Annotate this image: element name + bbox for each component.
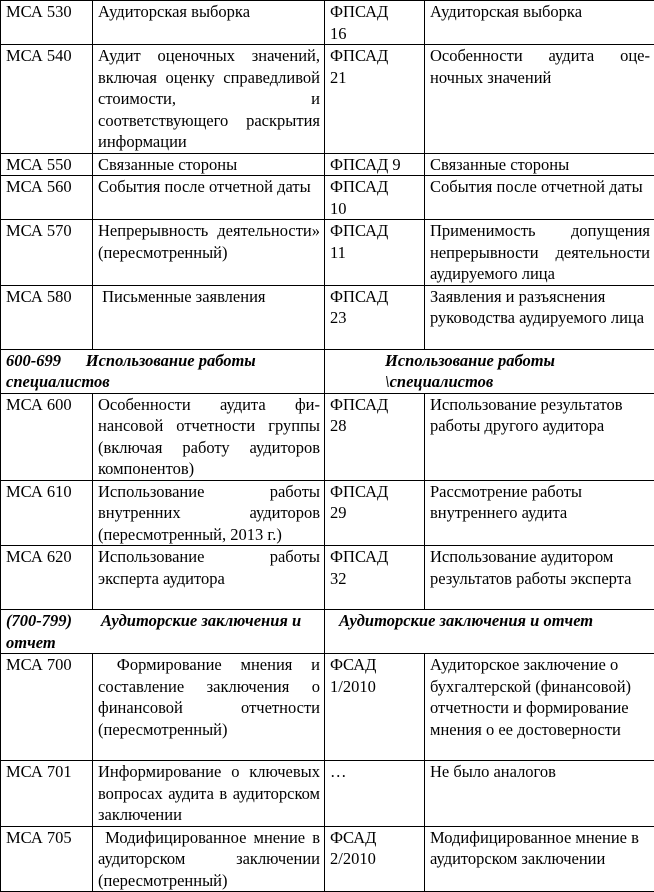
russian-code-text: ФПСАД 32 <box>330 546 390 589</box>
msa-title-cell: Письменные заявления <box>93 285 325 349</box>
russian-code-cell <box>325 220 425 286</box>
msa-code-cell: МСА 550 <box>1 153 93 176</box>
msa-code-cell: МСА 570 <box>1 220 93 286</box>
russian-title-cell: Использование результатов работы другого аудитора <box>425 393 654 480</box>
msa-title-cell: Связанные стороны <box>93 153 325 176</box>
russian-code-text: ФПСАД 28 <box>330 394 390 437</box>
russian-title-cell: События после отчетной даты <box>425 176 654 220</box>
section-title-left: (700-799) Аудиторские заключения и отчет <box>1 610 325 654</box>
table-row <box>1 1 654 45</box>
russian-code-cell <box>325 176 425 220</box>
section-title-left: 600-699 Использование работы специалистов <box>1 349 325 393</box>
russian-code-text: ФПСАД 10 <box>330 176 390 219</box>
russian-title-cell: Не было аналогов <box>425 761 654 827</box>
russian-code-cell <box>325 45 425 154</box>
russian-code-text: ФПСАД 21 <box>330 45 390 88</box>
msa-code-cell: МСА 620 <box>1 546 93 610</box>
russian-code-text: ФСАД 1/2010 <box>330 654 390 697</box>
table-row <box>1 176 654 220</box>
msa-title-cell: Модифицированное мнение в аудиторском заключении (пересмотренный) <box>93 826 325 892</box>
russian-code-cell <box>325 826 425 892</box>
msa-title-cell: Особенности аудита финансовой отчетности группы (включая работу аудиторов компонентов) <box>93 393 325 480</box>
russian-code-cell <box>325 393 425 480</box>
msa-title-cell: Аудит оценочных значений, включая оценку справедливой стоимости, и соответствующего раскрытия информации <box>93 45 325 154</box>
russian-code-text: ФПСАД 16 <box>330 1 390 44</box>
msa-title-cell: Информирование о ключевых вопросах аудита в аудиторском заключении <box>93 761 325 827</box>
russian-title-cell: Модифицированное мнение в аудиторском заключении <box>425 826 654 892</box>
msa-code-cell: МСА 610 <box>1 480 93 546</box>
russian-code-text: ФСАД 2/2010 <box>330 827 390 870</box>
russian-code-cell: ФПСАД 9 <box>325 153 425 176</box>
table-row <box>1 826 654 892</box>
russian-title-cell: Применимость допущения непрерывности деятельности аудируемого лица <box>425 220 654 286</box>
table-row <box>1 480 654 546</box>
russian-title-cell: Связанные стороны <box>425 153 654 176</box>
russian-code-cell: … <box>325 761 425 827</box>
russian-title-cell: Особенности аудита оценочных значений <box>425 45 654 154</box>
msa-title-cell: События после отчетной даты <box>93 176 325 220</box>
russian-title-cell: Заявления и разъяснения руководства аудируемого лица <box>425 285 654 349</box>
msa-title-cell: Использование работы эксперта аудитора <box>93 546 325 610</box>
table-row <box>1 761 654 827</box>
russian-code-cell <box>325 1 425 45</box>
msa-code-cell: МСА 600 <box>1 393 93 480</box>
msa-code-cell: МСА 560 <box>1 176 93 220</box>
msa-title-cell: Формирование мнения и составление заключения о финансовой отчетности (пересмотренный) <box>93 654 325 761</box>
table-row <box>1 45 654 154</box>
msa-title-cell: Непрерывность деятельности» (пересмотренный) <box>93 220 325 286</box>
russian-title-cell: Аудиторская выборка <box>425 1 654 45</box>
msa-code-cell: МСА 701 <box>1 761 93 827</box>
section-title-right: Аудиторские заключения и отчет <box>325 610 654 654</box>
table-row <box>1 393 654 480</box>
russian-code-text: ФПСАД 29 <box>330 481 390 524</box>
table-row <box>1 153 654 176</box>
section-row <box>1 349 654 393</box>
russian-title-cell: Использование аудитором результатов работы эксперта <box>425 546 654 610</box>
msa-title-cell: Аудиторская выборка <box>93 1 325 45</box>
msa-code-cell: МСА 700 <box>1 654 93 761</box>
russian-code-text: ФПСАД 11 <box>330 220 390 263</box>
msa-code-cell: МСА 580 <box>1 285 93 349</box>
section-title-right: Использование работы \специалистов <box>325 349 654 393</box>
russian-code-cell <box>325 546 425 610</box>
russian-code-text: ФПСАД 23 <box>330 286 390 329</box>
russian-title-cell: Рассмотрение работы внутреннего аудита <box>425 480 654 546</box>
table-row <box>1 285 654 349</box>
msa-code-cell: МСА 540 <box>1 45 93 154</box>
russian-code-cell <box>325 285 425 349</box>
section-row <box>1 610 654 654</box>
russian-code-cell <box>325 654 425 761</box>
russian-code-cell <box>325 480 425 546</box>
msa-code-cell: МСА 705 <box>1 826 93 892</box>
russian-title-cell: Аудиторское заключение о бухгалтерской (финансовой) отчетности и формирование мнения о ее достоверности <box>425 654 654 761</box>
table-row <box>1 546 654 610</box>
table-row <box>1 220 654 286</box>
msa-code-cell: МСА 530 <box>1 1 93 45</box>
table-row <box>1 654 654 761</box>
msa-title-cell: Использование работы внутренних аудиторов (пересмотренный, 2013 г.) <box>93 480 325 546</box>
